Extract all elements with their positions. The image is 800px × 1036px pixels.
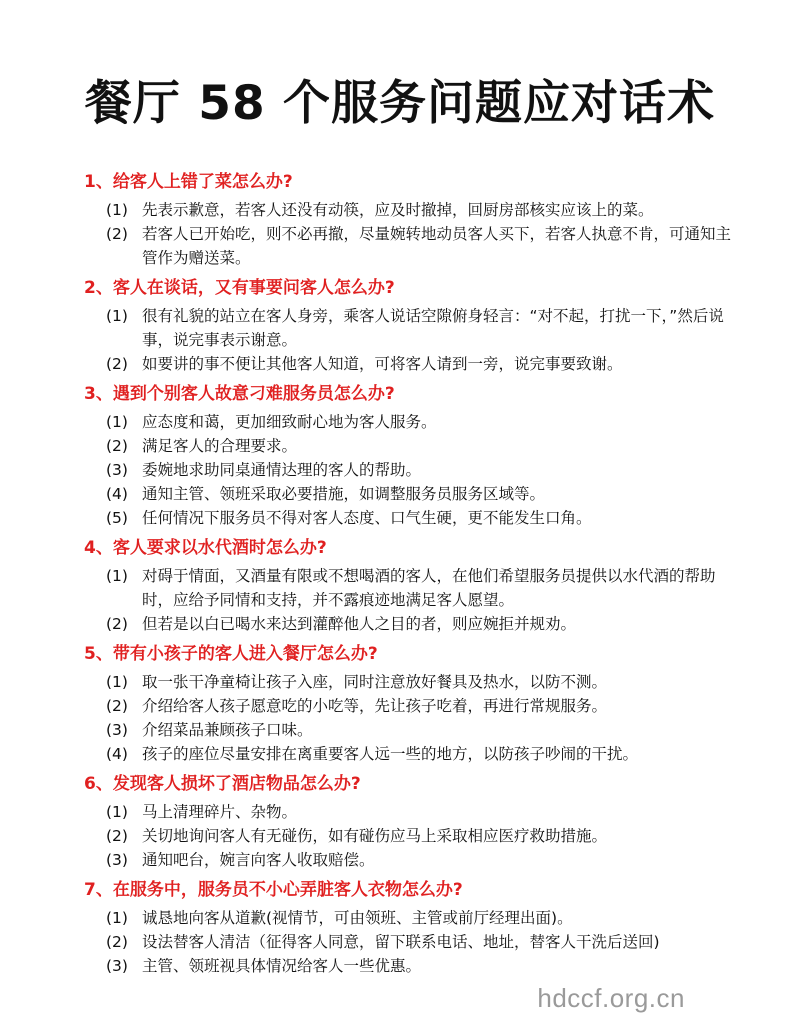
list-item [106,824,744,848]
section-7 [84,878,744,978]
item-text: 满足客人的合理要求。 [142,437,298,455]
item-text: 通知主管、领班采取必要措施，如调整服务员服务区域等。 [142,485,546,503]
list-item [106,930,744,954]
item-text: 如要讲的事不便让其他客人知道，可将客人请到一旁，说完事要致谢。 [142,355,623,373]
item-number: (2) [106,437,128,455]
page-title: 餐厅 58 个服务问题应对话术 [84,76,716,131]
section-4 [84,536,744,636]
item-number: (3) [106,721,128,739]
item-text: 介绍给客人孩子愿意吃的小吃等，先让孩子吃着，再进行常规服务。 [142,697,608,715]
item-text: 马上清理碎片、杂物。 [142,803,298,821]
item-number: (1) [106,909,128,927]
item-number: (2) [106,225,128,243]
list-item [106,742,744,766]
section-heading: 4、客人要求以水代酒时怎么办? [84,538,327,558]
item-text: 诚恳地向客从道歉(视情节，可由领班、主管或前厅经理出面)。 [142,909,573,927]
item-number: (2) [106,355,128,373]
list-item [106,352,744,376]
item-text: 主管、领班视具体情况给客人一些优惠。 [142,957,422,975]
section-heading: 6、发现客人损坏了酒店物品怎么办? [84,774,361,794]
item-text: 通知吧台，婉言向客人收取赔偿。 [142,851,375,869]
item-number: (1) [106,803,128,821]
item-number: (1) [106,673,128,691]
item-text: 先表示歉意，若客人还没有动筷，应及时撤掉，回厨房部核实应该上的菜。 [142,201,654,219]
list-item [106,410,744,434]
list-item [106,458,744,482]
item-text: 应态度和蔼，更加细致耐心地为客人服务。 [142,413,437,431]
list-item [106,906,744,930]
item-number: (5) [106,509,128,527]
list-item [106,718,744,742]
list-item [106,564,744,612]
item-text: 对碍于情面，又酒量有限或不想喝酒的客人，在他们希望服务员提供以水代酒的帮助时，应给予同情和支持，并不露痕迹地满足客人愿望。 [142,567,716,609]
item-number: (4) [106,485,128,503]
section-1 [84,170,744,270]
item-number: (3) [106,461,128,479]
list-item [106,482,744,506]
list-item [106,954,744,978]
list-item [106,434,744,458]
item-number: (3) [106,957,128,975]
item-number: (2) [106,933,128,951]
item-number: (2) [106,697,128,715]
item-text: 任何情况下服务员不得对客人态度、口气生硬，更不能发生口角。 [142,509,592,527]
item-text: 取一张干净童椅让孩子入座，同时注意放好餐具及热水，以防不测。 [142,673,608,691]
section-heading: 5、带有小孩子的客人进入餐厅怎么办? [84,644,378,664]
item-text: 若客人已开始吃，则不必再撤，尽量婉转地动员客人买下，若客人执意不肯，可通知主管作为赠送菜。 [142,225,732,267]
item-number: (1) [106,567,128,585]
section-2 [84,276,744,376]
item-number: (2) [106,827,128,845]
list-item [106,800,744,824]
item-text: 介绍菜品兼顾孩子口味。 [142,721,313,739]
item-text: 关切地询问客人有无碰伤，如有碰伤应马上采取相应医疗救助措施。 [142,827,608,845]
item-text: 委婉地求助同桌通情达理的客人的帮助。 [142,461,422,479]
section-heading: 7、在服务中，服务员不小心弄脏客人衣物怎么办? [84,880,463,900]
section-heading: 3、遇到个别客人故意刁难服务员怎么办? [84,384,395,404]
list-item [106,848,744,872]
item-text: 孩子的座位尽量安排在离重要客人远一些的地方，以防孩子吵闹的干扰。 [142,745,639,763]
item-number: (1) [106,307,128,325]
list-item [106,198,744,222]
section-heading: 2、客人在谈话，又有事要问客人怎么办? [84,278,395,298]
qa-content [84,170,744,978]
section-6 [84,772,744,872]
section-5 [84,642,744,766]
list-item [106,304,744,352]
item-number: (1) [106,201,128,219]
list-item [106,612,744,636]
section-3 [84,382,744,530]
list-item [106,694,744,718]
item-number: (3) [106,851,128,869]
item-text: 但若是以白已喝水来达到灌醉他人之目的者，则应婉拒并规劝。 [142,615,577,633]
list-item [106,506,744,530]
item-number: (2) [106,615,128,633]
list-item [106,670,744,694]
list-item [106,222,744,270]
item-text: 设法替客人清洁（征得客人同意，留下联系电话、地址，替客人干洗后送回) [142,933,660,951]
watermark-text: hdccf.org.cn [537,983,685,1013]
item-number: (4) [106,745,128,763]
item-number: (1) [106,413,128,431]
item-text: 很有礼貌的站立在客人身旁，乘客人说话空隙俯身轻言：“对不起，打扰一下，”然后说事，说完事表示谢意。 [142,307,724,349]
section-heading: 1、给客人上错了菜怎么办? [84,172,293,192]
